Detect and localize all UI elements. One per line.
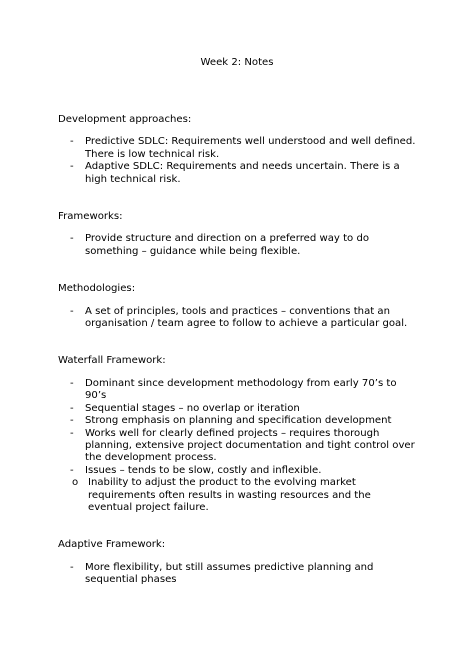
notes-content bbox=[58, 114, 418, 612]
sub-list-item: o Inability to adjust the product to the evolving market requirements often results in wasting resources and the eventual project failure. bbox=[58, 477, 418, 514]
section-heading: Frameworks: bbox=[58, 211, 123, 223]
list-item: - Provide structure and direction on a preferred way to do something – guidance while being flexible. bbox=[58, 233, 418, 258]
bullet-list bbox=[58, 306, 418, 331]
list-item: - A set of principles, tools and practices – conventions that an organisation / team agree to follow to achieve a particular goal. bbox=[58, 306, 418, 331]
section-development-approaches bbox=[58, 114, 418, 186]
section-heading: Adaptive Framework: bbox=[58, 539, 166, 551]
bullet-list bbox=[58, 233, 418, 258]
bullet-list bbox=[58, 562, 418, 587]
list-item: - Adaptive SDLC: Requirements and needs uncertain. There is a high technical risk. bbox=[58, 161, 418, 186]
section-heading: Development approaches: bbox=[58, 114, 192, 125]
list-item: - Sequential stages – no overlap or iteration bbox=[58, 403, 418, 415]
section-heading: Methodologies: bbox=[58, 283, 136, 295]
list-item: - Predictive SDLC: Requirements well understood and well defined. There is low technical risk. bbox=[58, 136, 418, 161]
bullet-list bbox=[58, 136, 418, 186]
section-methodologies bbox=[58, 283, 418, 330]
list-item: - More flexibility, but still assumes predictive planning and sequential phases bbox=[58, 562, 418, 587]
sub-bullet-list bbox=[58, 477, 418, 514]
section-adaptive-framework bbox=[58, 539, 418, 586]
section-frameworks bbox=[58, 211, 418, 258]
section-waterfall-framework bbox=[58, 355, 418, 514]
list-item: - Issues – tends to be slow, costly and inflexible. bbox=[58, 465, 418, 477]
list-item: - Dominant since development methodology from early 70’s to 90’s bbox=[58, 378, 418, 403]
bullet-list bbox=[58, 378, 418, 477]
list-item: - Works well for clearly defined projects – requires thorough planning, extensive project documentation and tight control over the development process. bbox=[58, 428, 418, 465]
list-item: - Strong emphasis on planning and specification development bbox=[58, 415, 418, 427]
section-heading: Waterfall Framework: bbox=[58, 355, 166, 367]
page-title: Week 2: Notes bbox=[200, 57, 274, 68]
